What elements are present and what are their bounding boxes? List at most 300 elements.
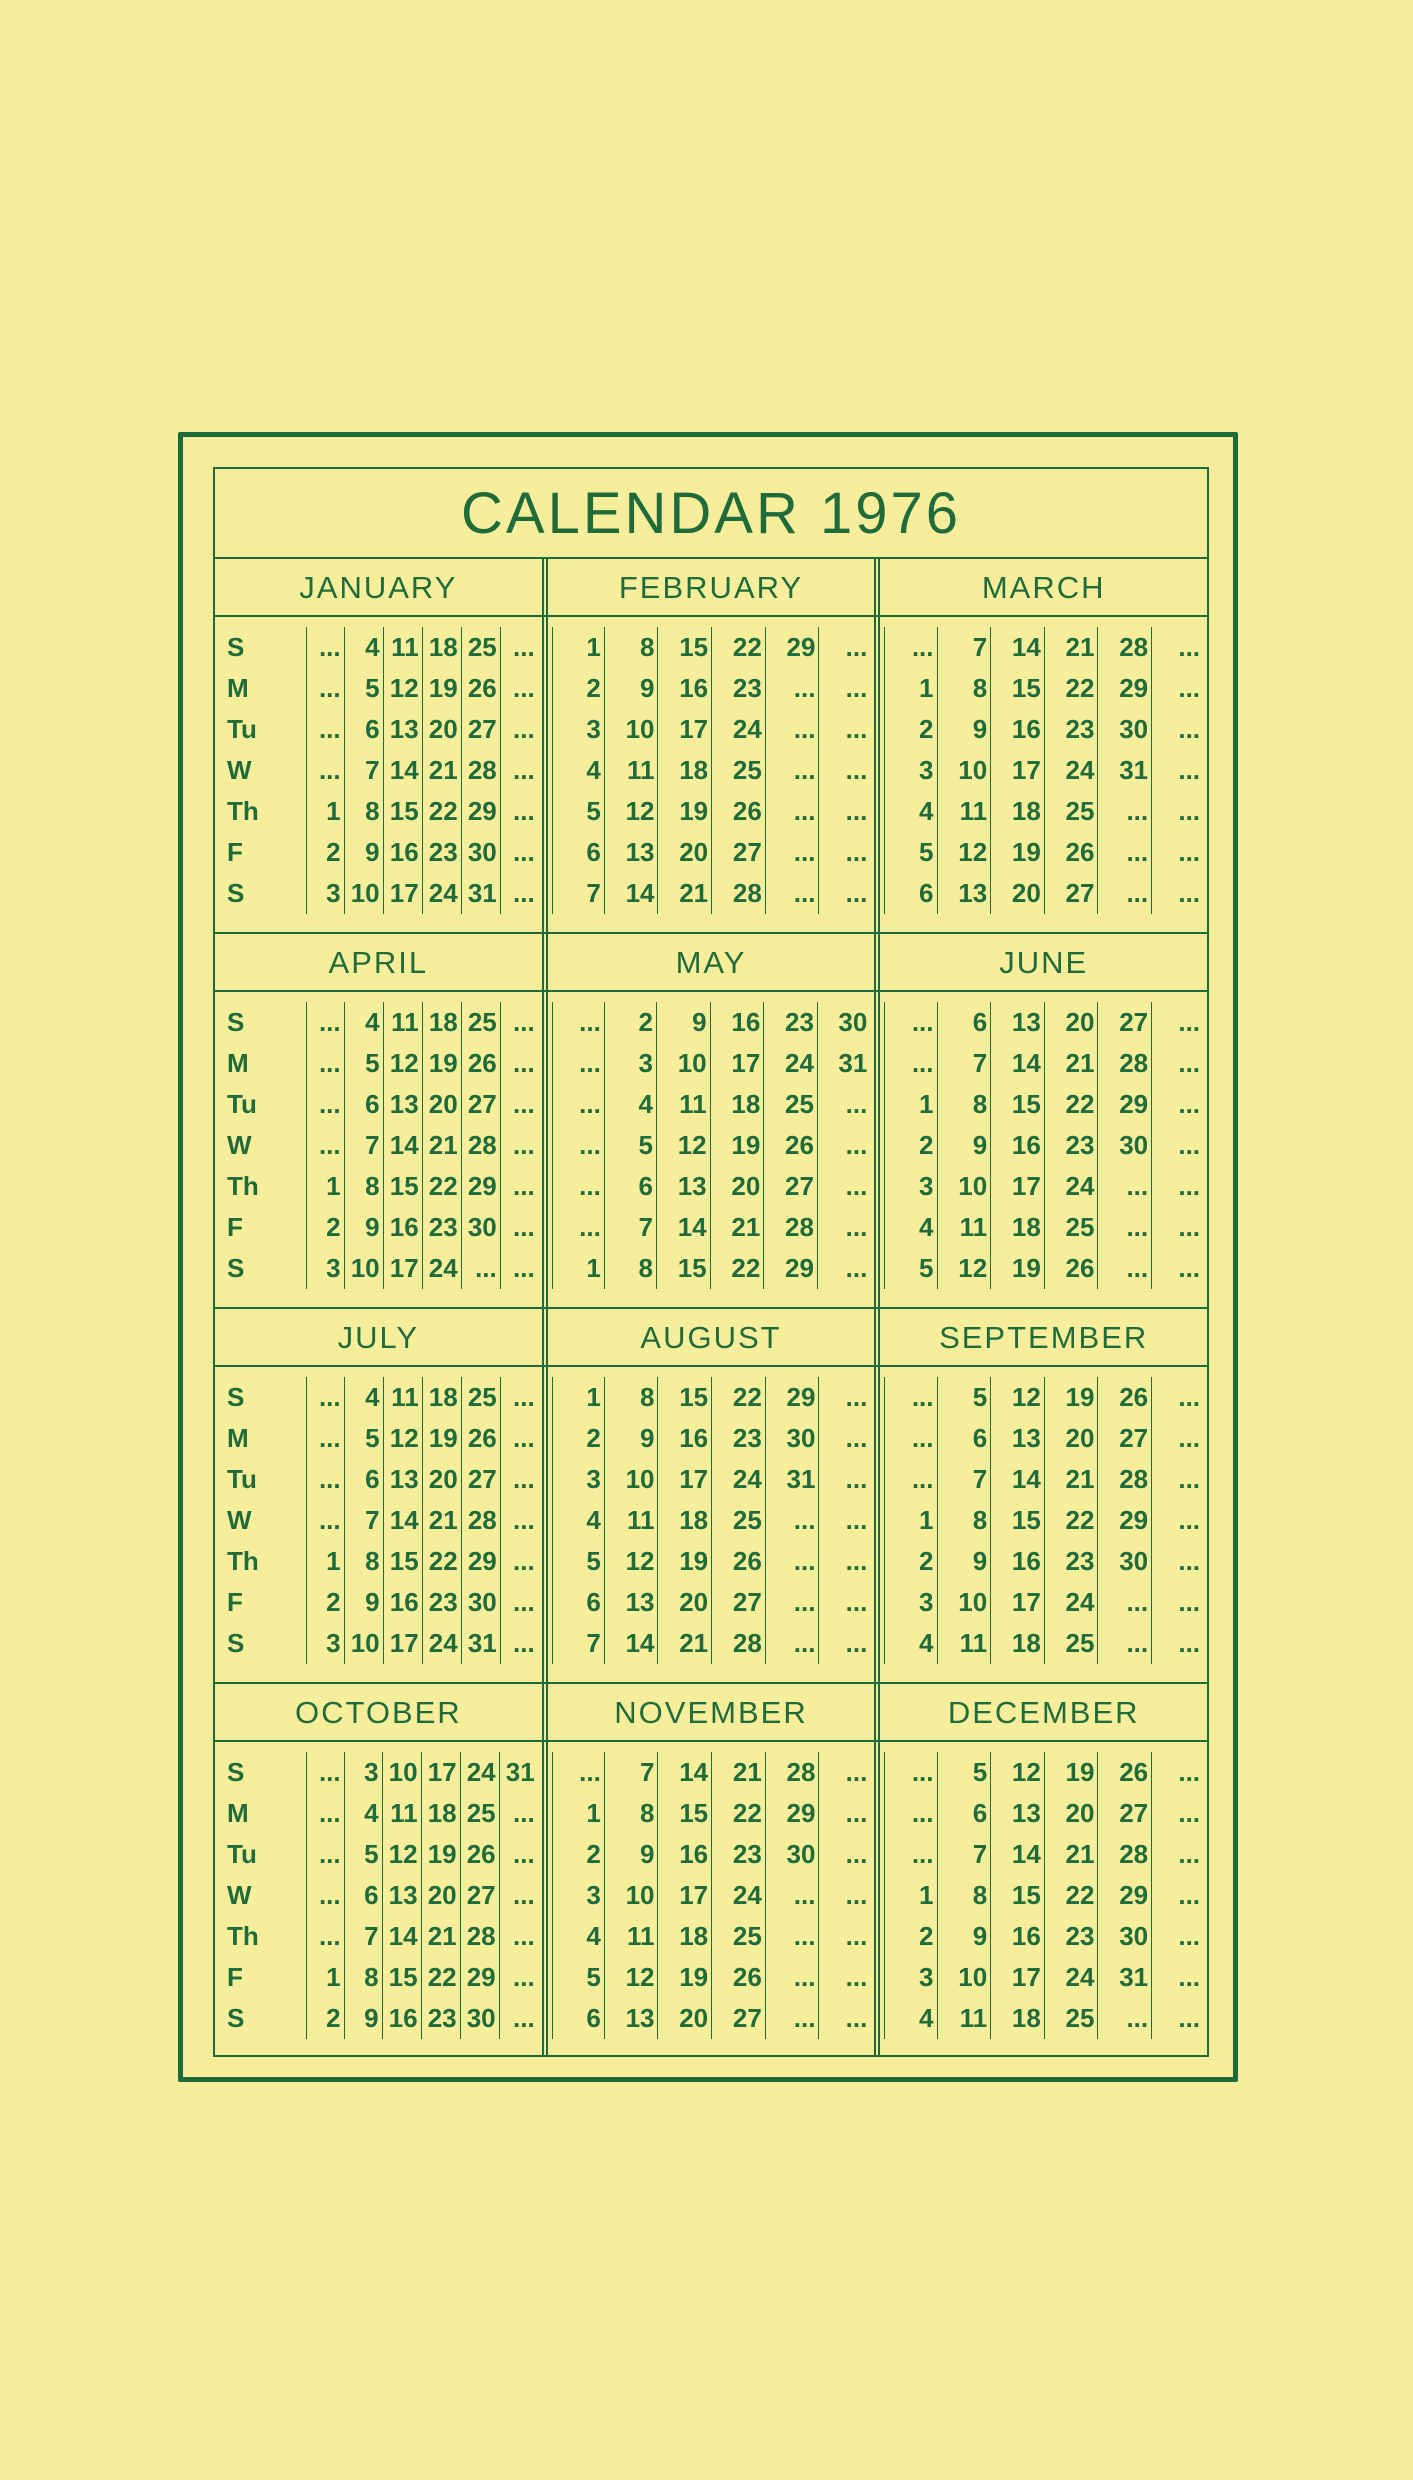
date-cell: 18 — [658, 750, 712, 791]
date-cell: 10 — [382, 1752, 421, 1793]
weekday-label: S — [227, 1628, 245, 1658]
date-cell: 24 — [712, 709, 766, 750]
month-table — [552, 1377, 871, 1664]
date-cell: 7 — [604, 1752, 658, 1793]
date-cell: 13 — [991, 1793, 1045, 1834]
date-cell: 17 — [383, 1248, 422, 1289]
date-cell: ... — [306, 1418, 344, 1459]
date-cell: 6 — [344, 1084, 383, 1125]
date-cell: 12 — [604, 791, 658, 832]
date-cell: 29 — [1098, 1875, 1152, 1916]
date-cell: 14 — [991, 1834, 1045, 1875]
date-cell: 12 — [382, 1834, 421, 1875]
date-cell: ... — [819, 832, 870, 873]
date-cell: ... — [1152, 709, 1203, 750]
calendar-frame — [213, 467, 1209, 2057]
date-cell: 21 — [712, 1752, 766, 1793]
date-cell: ... — [1152, 1002, 1203, 1043]
date-cell: ... — [499, 1957, 538, 1998]
month-name: APRIL — [328, 945, 429, 980]
date-cell: 29 — [764, 1248, 818, 1289]
date-cell: ... — [885, 1834, 937, 1875]
month-table — [552, 1752, 871, 2039]
date-cell: 27 — [1098, 1002, 1152, 1043]
date-cell: 15 — [382, 1957, 421, 1998]
weekday-label: F — [227, 1212, 243, 1242]
date-cell: 6 — [552, 832, 604, 873]
calendar-card — [178, 432, 1238, 2082]
date-cell: 24 — [1044, 1166, 1098, 1207]
date-cell: ... — [765, 1623, 819, 1664]
weekday-row — [219, 1043, 538, 1084]
date-cell: 11 — [604, 750, 658, 791]
date-cell: ... — [819, 1752, 870, 1793]
date-cell: ... — [552, 1166, 604, 1207]
date-cell: ... — [819, 668, 870, 709]
month-grid — [874, 1367, 1207, 1682]
weekday-row — [219, 1834, 538, 1875]
date-cell: 4 — [552, 1500, 604, 1541]
quarter-header — [215, 1684, 1207, 1742]
date-cell: 1 — [885, 1084, 937, 1125]
date-cell: ... — [819, 627, 870, 668]
date-cell: 23 — [1044, 709, 1098, 750]
date-cell: ... — [1098, 873, 1152, 914]
date-cell: 11 — [383, 627, 422, 668]
month-name: SEPTEMBER — [874, 1309, 1207, 1365]
date-cell: ... — [306, 1875, 344, 1916]
date-cell: ... — [819, 1875, 870, 1916]
date-cell: 8 — [344, 1541, 383, 1582]
date-cell: 16 — [658, 1834, 712, 1875]
weekday-row — [219, 1125, 538, 1166]
weekday-label: W — [227, 1130, 252, 1160]
date-cell: 21 — [422, 1500, 461, 1541]
date-cell: 18 — [658, 1916, 712, 1957]
date-cell: 29 — [1098, 1084, 1152, 1125]
date-cell: ... — [500, 1377, 537, 1418]
date-cell: ... — [1152, 1207, 1203, 1248]
date-cell: 17 — [991, 750, 1045, 791]
date-cell: ... — [765, 668, 819, 709]
date-cell: 28 — [461, 1500, 500, 1541]
weekday-row — [219, 1998, 538, 2039]
date-cell: ... — [1152, 668, 1203, 709]
date-cell: ... — [765, 1875, 819, 1916]
date-cell: 11 — [604, 1916, 658, 1957]
weekday-row — [219, 1002, 538, 1043]
date-cell: 14 — [991, 1043, 1045, 1084]
quarter-body — [215, 992, 1207, 1307]
date-cell: 28 — [461, 750, 500, 791]
month-grid — [542, 992, 875, 1307]
date-cell: 1 — [885, 1500, 937, 1541]
date-cell: ... — [500, 1459, 537, 1500]
date-cell: 8 — [604, 1377, 658, 1418]
date-cell: 3 — [885, 1957, 937, 1998]
date-cell: 29 — [765, 627, 819, 668]
date-cell: ... — [306, 1752, 344, 1793]
date-cell: 23 — [712, 1418, 766, 1459]
date-cell: ... — [1152, 873, 1203, 914]
date-cell: ... — [885, 1002, 937, 1043]
date-cell: 10 — [344, 1623, 383, 1664]
date-cell: ... — [1152, 1248, 1203, 1289]
date-cell: 13 — [656, 1166, 710, 1207]
date-cell: 28 — [1098, 1459, 1152, 1500]
date-cell: 14 — [383, 750, 422, 791]
date-cell: 9 — [937, 1916, 991, 1957]
date-cell: 1 — [885, 668, 937, 709]
date-cell: 18 — [422, 627, 461, 668]
weekday-row — [885, 1752, 1203, 1793]
weekday-row — [552, 1998, 870, 2039]
date-cell: 6 — [344, 709, 383, 750]
date-cell: 21 — [1044, 1459, 1098, 1500]
date-cell: 20 — [422, 1459, 461, 1500]
date-cell: 25 — [460, 1793, 499, 1834]
date-cell: 24 — [712, 1459, 766, 1500]
date-cell: ... — [819, 1957, 870, 1998]
date-cell: 23 — [712, 668, 766, 709]
date-cell: 4 — [885, 1623, 937, 1664]
date-cell: ... — [765, 1541, 819, 1582]
weekday-label: S — [227, 1253, 245, 1283]
date-cell: ... — [306, 668, 344, 709]
date-cell: 10 — [344, 873, 383, 914]
date-cell: 24 — [1044, 1582, 1098, 1623]
weekday-label: S — [227, 1382, 245, 1412]
date-cell: 14 — [604, 1623, 658, 1664]
date-cell: 26 — [1098, 1377, 1152, 1418]
date-cell: 30 — [1098, 1541, 1152, 1582]
date-cell: 26 — [461, 1418, 500, 1459]
date-cell: 15 — [991, 1875, 1045, 1916]
weekday-row — [552, 1916, 870, 1957]
date-cell: ... — [819, 1834, 870, 1875]
date-cell: ... — [552, 1084, 604, 1125]
date-cell: 21 — [1044, 1043, 1098, 1084]
date-cell: 31 — [499, 1752, 538, 1793]
date-cell: 20 — [658, 1998, 712, 2039]
date-cell: 22 — [1044, 1875, 1098, 1916]
weekday-row — [219, 1916, 538, 1957]
weekday-row — [219, 1623, 538, 1664]
quarter-header — [215, 934, 1207, 992]
date-cell: ... — [819, 750, 870, 791]
date-cell: 15 — [991, 668, 1045, 709]
date-cell: 6 — [552, 1582, 604, 1623]
weekday-row — [885, 1084, 1203, 1125]
date-cell: ... — [1098, 1623, 1152, 1664]
date-cell: 20 — [1044, 1418, 1098, 1459]
date-cell: 27 — [1098, 1793, 1152, 1834]
date-cell: ... — [1152, 1875, 1203, 1916]
date-cell: 2 — [604, 1002, 656, 1043]
date-cell: 29 — [461, 791, 500, 832]
date-cell: 8 — [604, 1793, 658, 1834]
date-cell: 30 — [817, 1002, 870, 1043]
date-cell: 12 — [991, 1752, 1045, 1793]
date-cell: 13 — [991, 1418, 1045, 1459]
date-cell: 26 — [712, 1541, 766, 1582]
date-cell: 1 — [306, 791, 344, 832]
weekday-row — [552, 1875, 870, 1916]
date-cell: ... — [1152, 832, 1203, 873]
date-cell: 16 — [991, 1916, 1045, 1957]
month-table — [884, 1377, 1203, 1664]
date-cell: 9 — [604, 1418, 658, 1459]
weekday-row — [219, 1957, 538, 1998]
date-cell: 4 — [344, 1377, 383, 1418]
date-cell: 14 — [383, 1500, 422, 1541]
date-cell: 19 — [421, 1834, 460, 1875]
date-cell: 13 — [382, 1875, 421, 1916]
date-cell: 20 — [710, 1166, 764, 1207]
date-cell: 5 — [885, 1248, 937, 1289]
date-cell: 29 — [461, 1166, 500, 1207]
date-cell: 3 — [885, 750, 937, 791]
date-cell: 24 — [422, 1248, 461, 1289]
date-cell: ... — [885, 1752, 937, 1793]
date-cell: ... — [306, 1834, 344, 1875]
date-cell: ... — [817, 1166, 870, 1207]
weekday-label: Th — [227, 1546, 259, 1576]
date-cell: 22 — [422, 1541, 461, 1582]
month-name: DECEMBER — [874, 1684, 1207, 1740]
date-cell: 7 — [937, 1043, 991, 1084]
weekday-row — [885, 1166, 1203, 1207]
date-cell: 21 — [422, 1125, 461, 1166]
quarter-body — [215, 617, 1207, 932]
month-grid — [215, 1367, 542, 1682]
date-cell: 29 — [461, 1541, 500, 1582]
weekday-row — [552, 1043, 870, 1084]
date-cell: 16 — [658, 1418, 712, 1459]
date-cell: 20 — [421, 1875, 460, 1916]
date-cell: 14 — [991, 627, 1045, 668]
date-cell: 8 — [604, 1248, 656, 1289]
date-cell: ... — [819, 1623, 870, 1664]
date-cell: 12 — [383, 1043, 422, 1084]
weekday-row — [552, 1752, 870, 1793]
date-cell: ... — [819, 1916, 870, 1957]
date-cell: 13 — [937, 873, 991, 914]
date-cell: 8 — [344, 1166, 383, 1207]
date-cell: ... — [765, 1957, 819, 1998]
date-cell: ... — [885, 1043, 937, 1084]
date-cell: ... — [1152, 1834, 1203, 1875]
date-cell: ... — [1098, 1998, 1152, 2039]
weekday-row — [885, 1541, 1203, 1582]
weekday-row — [219, 1207, 538, 1248]
date-cell: ... — [765, 1998, 819, 2039]
date-cell: ... — [1152, 1793, 1203, 1834]
date-cell: 8 — [937, 1500, 991, 1541]
date-cell: ... — [500, 1002, 537, 1043]
date-cell: 14 — [604, 873, 658, 914]
weekday-row — [552, 1084, 870, 1125]
date-cell: 27 — [1044, 873, 1098, 914]
date-cell: 20 — [1044, 1002, 1098, 1043]
date-cell: 7 — [937, 627, 991, 668]
date-cell: 18 — [991, 791, 1045, 832]
weekday-row — [885, 1834, 1203, 1875]
weekday-row — [885, 1500, 1203, 1541]
weekday-row — [885, 1459, 1203, 1500]
date-cell: 26 — [460, 1834, 499, 1875]
weekday-row — [552, 1459, 870, 1500]
date-cell: ... — [817, 1207, 870, 1248]
date-cell: 2 — [306, 832, 344, 873]
date-cell: ... — [765, 1582, 819, 1623]
date-cell: 24 — [764, 1043, 818, 1084]
date-cell: 16 — [383, 1582, 422, 1623]
date-cell: 5 — [885, 832, 937, 873]
weekday-row — [885, 873, 1203, 914]
date-cell: ... — [1152, 1957, 1203, 1998]
date-cell: 19 — [658, 1541, 712, 1582]
date-cell: ... — [461, 1248, 500, 1289]
date-cell: 23 — [422, 1582, 461, 1623]
date-cell: 27 — [461, 1459, 500, 1500]
date-cell: ... — [819, 1500, 870, 1541]
date-cell: ... — [499, 1875, 538, 1916]
date-cell: ... — [819, 1459, 870, 1500]
weekday-row — [552, 1582, 870, 1623]
weekday-row — [552, 1377, 870, 1418]
date-cell: ... — [499, 1793, 538, 1834]
weekday-row — [219, 1582, 538, 1623]
weekday-row — [552, 791, 870, 832]
date-cell: ... — [817, 1125, 870, 1166]
date-cell: 23 — [422, 832, 461, 873]
date-cell: 11 — [937, 1998, 991, 2039]
date-cell: 13 — [991, 1002, 1045, 1043]
date-cell: 27 — [712, 832, 766, 873]
date-cell: ... — [819, 1541, 870, 1582]
date-cell: ... — [885, 627, 937, 668]
date-cell: 22 — [1044, 1084, 1098, 1125]
month-grid — [874, 992, 1207, 1307]
date-cell: 18 — [991, 1623, 1045, 1664]
weekday-row — [219, 668, 538, 709]
date-cell: 13 — [604, 1582, 658, 1623]
date-cell: ... — [819, 1377, 870, 1418]
weekday-label: F — [227, 1962, 243, 1992]
date-cell: 9 — [604, 1834, 658, 1875]
date-cell: ... — [819, 1418, 870, 1459]
month-grid — [542, 1367, 875, 1682]
date-cell: 11 — [937, 1623, 991, 1664]
date-cell: 2 — [885, 1125, 937, 1166]
month-grid — [215, 992, 542, 1307]
date-cell: 2 — [552, 1834, 604, 1875]
date-cell: 13 — [604, 832, 658, 873]
date-cell: 9 — [344, 1998, 382, 2039]
quarter-1 — [215, 559, 1207, 934]
month-table — [884, 1002, 1203, 1289]
date-cell: 10 — [937, 750, 991, 791]
weekday-row — [885, 1875, 1203, 1916]
date-cell: ... — [1098, 1582, 1152, 1623]
date-cell: 15 — [656, 1248, 710, 1289]
date-cell: ... — [499, 1916, 538, 1957]
date-cell: 5 — [344, 668, 383, 709]
weekday-row — [552, 668, 870, 709]
date-cell: 12 — [604, 1541, 658, 1582]
date-cell: 4 — [344, 627, 383, 668]
date-cell: 18 — [421, 1793, 460, 1834]
month-name: FEBRUARY — [542, 559, 875, 615]
date-cell: ... — [1152, 1500, 1203, 1541]
weekday-row — [885, 1793, 1203, 1834]
weekday-row — [219, 1752, 538, 1793]
date-cell: 6 — [937, 1002, 991, 1043]
weekday-row — [885, 1248, 1203, 1289]
date-cell: 26 — [764, 1125, 818, 1166]
date-cell: ... — [765, 709, 819, 750]
date-cell: ... — [765, 750, 819, 791]
weekday-row — [552, 1125, 870, 1166]
date-cell: ... — [500, 627, 537, 668]
date-cell: 14 — [383, 1125, 422, 1166]
date-cell: 2 — [306, 1998, 344, 2039]
date-cell: 13 — [383, 1459, 422, 1500]
quarter-header — [215, 1309, 1207, 1367]
weekday-row — [885, 1207, 1203, 1248]
date-cell: ... — [1152, 791, 1203, 832]
date-cell: 19 — [991, 832, 1045, 873]
date-cell: 28 — [1098, 1043, 1152, 1084]
date-cell: 7 — [937, 1834, 991, 1875]
weekday-row — [219, 709, 538, 750]
weekday-row — [885, 1125, 1203, 1166]
date-cell: 7 — [344, 1125, 383, 1166]
date-cell: 22 — [1044, 1500, 1098, 1541]
date-cell: 7 — [552, 873, 604, 914]
date-cell: 20 — [422, 709, 461, 750]
date-cell: 19 — [422, 1043, 461, 1084]
date-cell: 8 — [344, 791, 383, 832]
date-cell: ... — [1098, 1248, 1152, 1289]
date-cell: ... — [499, 1998, 538, 2039]
date-cell: 29 — [765, 1377, 819, 1418]
date-cell: 1 — [885, 1875, 937, 1916]
date-cell: 12 — [604, 1957, 658, 1998]
date-cell: 20 — [991, 873, 1045, 914]
weekday-row — [219, 1793, 538, 1834]
date-cell: 18 — [422, 1377, 461, 1418]
date-cell: 28 — [712, 873, 766, 914]
date-cell: 12 — [991, 1377, 1045, 1418]
date-cell: 29 — [765, 1793, 819, 1834]
date-cell: 31 — [1098, 1957, 1152, 1998]
weekday-row — [885, 1377, 1203, 1418]
date-cell: 9 — [937, 709, 991, 750]
date-cell: 24 — [422, 1623, 461, 1664]
month-name: JUNE — [874, 934, 1207, 990]
date-cell: 1 — [552, 1793, 604, 1834]
date-cell: 31 — [461, 873, 500, 914]
date-cell: 5 — [937, 1377, 991, 1418]
date-cell: 26 — [712, 1957, 766, 1998]
date-cell: 30 — [460, 1998, 499, 2039]
weekday-row — [552, 873, 870, 914]
date-cell: 25 — [1044, 1623, 1098, 1664]
date-cell: 22 — [422, 791, 461, 832]
date-cell: ... — [500, 1084, 537, 1125]
